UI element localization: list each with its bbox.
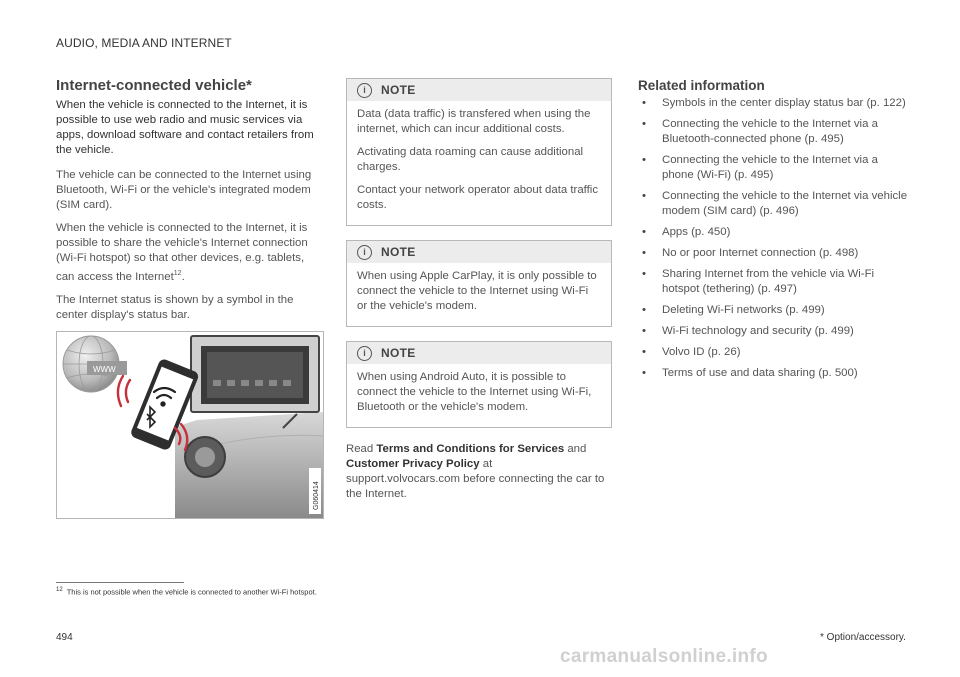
privacy-link[interactable]: Customer Privacy Policy (346, 458, 480, 470)
image-code (309, 468, 321, 514)
paragraph-hotspot-end: . (181, 270, 185, 283)
paragraph-connection-methods: The vehicle can be connected to the Internet using Bluetooth, Wi-Fi or the vehicle's integrated modem (SIM card). (56, 169, 312, 211)
read-prefix: Read (346, 443, 377, 455)
option-note: * Option/accessory. (820, 632, 906, 643)
page-number: 494 (56, 632, 73, 643)
read-terms-paragraph (346, 442, 612, 502)
connection-illustration (57, 332, 323, 518)
related-link[interactable]: • Terms of use and data sharing (p. 500) (638, 366, 908, 381)
footnote-divider (56, 582, 184, 583)
main-column (56, 77, 322, 331)
note-paragraph: When using Android Auto, it is possible to connect the vehicle to the Internet using Wi-Fi, Bluetooth or the vehicle's modem. (357, 371, 592, 413)
note-box-data-traffic (346, 78, 612, 226)
terms-link[interactable]: Terms and Conditions for Services (376, 443, 565, 455)
related-link[interactable]: • Connecting the vehicle to the Internet via vehicle modem (SIM card) (p. 496) (638, 189, 908, 219)
note-header (347, 79, 611, 101)
related-column (638, 78, 908, 387)
paragraph-hotspot-text: When the vehicle is connected to the Internet, it is possible to share the vehicle's Internet connection (Wi-Fi hotspot) so that other devices, e.g. tablets, can access the Internet (56, 222, 308, 283)
car-image (175, 412, 323, 518)
watermark: carmanualsonline.info (560, 646, 768, 667)
related-link[interactable]: • Connecting the vehicle to the Internet via a Bluetooth-connected phone (p. 495) (638, 117, 908, 147)
illustration (56, 331, 324, 519)
related-link[interactable]: • Sharing Internet from the vehicle via Wi-Fi hotspot (tethering) (p. 497) (638, 267, 908, 297)
note-title: NOTE (381, 245, 416, 259)
section-header: AUDIO, MEDIA AND INTERNET (56, 36, 232, 50)
note-body (347, 263, 611, 326)
info-icon: i (357, 346, 372, 361)
note-box-android-auto (346, 341, 612, 428)
globe-icon (63, 336, 127, 392)
note-box-carplay (346, 240, 612, 327)
note-header (347, 342, 611, 364)
read-rest: support.volvocars.com before connecting the car to the Internet. (346, 473, 605, 500)
note-paragraph: Activating data roaming can cause additional charges. (357, 146, 584, 173)
related-list (638, 96, 908, 381)
paragraph-status: The Internet status is shown by a symbol in the center display's status bar. (56, 293, 294, 321)
footnote-number: 12 (56, 587, 63, 593)
footnote (56, 587, 317, 597)
page-title: Internet-connected vehicle* (56, 77, 252, 94)
read-and: and (564, 443, 587, 455)
related-link[interactable]: • Apps (p. 450) (638, 225, 908, 240)
read-at: at (479, 458, 493, 470)
note-body (347, 364, 611, 427)
related-title: Related information (638, 78, 765, 93)
svg-text:G060414: G060414 (313, 481, 320, 510)
lead-paragraph: When the vehicle is connected to the Internet, it is possible to use web radio and music services via apps, download software and contact retailers from the vehicle. (56, 99, 314, 156)
note-title: NOTE (381, 83, 416, 97)
info-icon: i (357, 83, 372, 98)
note-paragraph: Contact your network operator about data traffic costs. (357, 184, 599, 211)
related-link[interactable]: • Volvo ID (p. 26) (638, 345, 908, 360)
note-body (347, 101, 611, 225)
related-link[interactable]: • Wi-Fi technology and security (p. 499) (638, 324, 908, 339)
related-link[interactable]: • Symbols in the center display status bar (p. 122) (638, 96, 908, 111)
notes-column (346, 78, 612, 510)
footnote-text: This is not possible when the vehicle is connected to another Wi-Fi hotspot. (66, 587, 317, 597)
note-header (347, 241, 611, 263)
paragraph-hotspot (56, 221, 322, 285)
related-link[interactable]: • Connecting the vehicle to the Internet via a phone (Wi-Fi) (p. 495) (638, 153, 908, 183)
note-paragraph: Data (data traffic) is transfered when using the internet, which can incur additional costs. (357, 108, 591, 135)
info-icon: i (357, 245, 372, 260)
footnote-ref[interactable]: 12 (173, 270, 182, 277)
note-paragraph: When using Apple CarPlay, it is only possible to connect the vehicle to the Internet using Wi-Fi or the vehicle's modem. (357, 270, 597, 312)
note-title: NOTE (381, 346, 416, 360)
www-label: WWW (93, 365, 116, 374)
related-link[interactable]: • No or poor Internet connection (p. 498) (638, 246, 908, 261)
related-link[interactable]: • Deleting Wi-Fi networks (p. 499) (638, 303, 908, 318)
